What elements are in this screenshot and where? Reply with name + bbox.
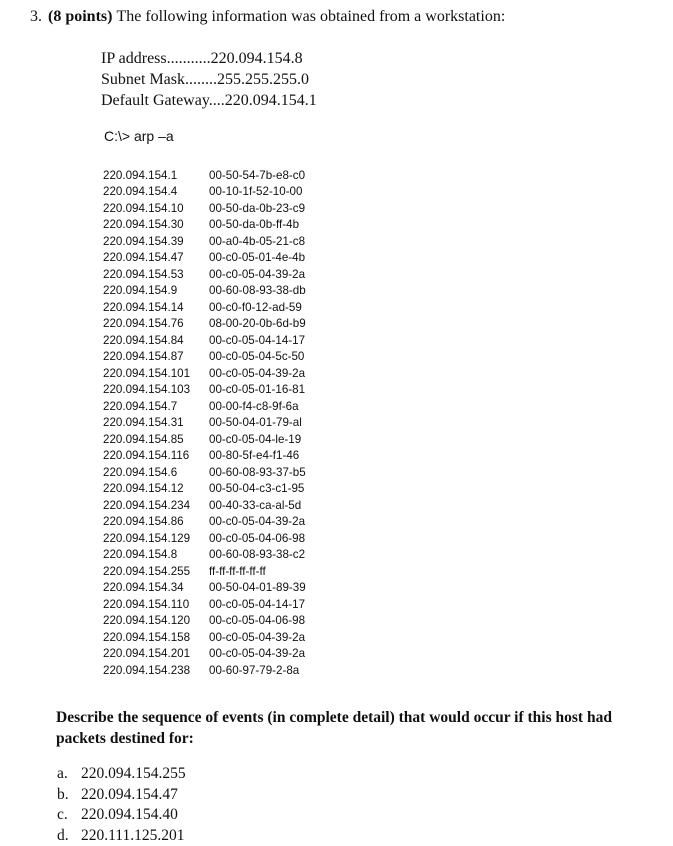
arp-mac-cell: 00-40-33-ca-al-5d — [209, 498, 302, 512]
table-row — [103, 630, 306, 646]
arp-ip-cell: 220.094.154.120 — [103, 614, 191, 628]
arp-mac-cell: 00-c0-05-04-le-19 — [209, 432, 302, 446]
arp-ip-cell: 220.094.154.255 — [103, 564, 191, 578]
table-row — [103, 316, 306, 332]
arp-mac-cell: 00-50-04-01-79-al — [209, 416, 302, 430]
table-row — [103, 663, 306, 679]
arp-mac-cell: 00-c0-05-04-39-2a — [209, 515, 306, 529]
table-row — [103, 267, 306, 283]
arp-mac-cell: 00-c0-05-01-4e-4b — [209, 251, 306, 265]
arp-mac-cell: 00-c0-05-04-39-2a — [209, 366, 306, 380]
question-number: 3. — [30, 8, 42, 25]
arp-ip-cell: 220.094.154.103 — [103, 383, 191, 397]
arp-ip-cell: 220.094.154.234 — [103, 498, 191, 512]
arp-ip-cell: 220.094.154.47 — [103, 251, 184, 265]
arp-mac-cell: 00-50-04-c3-c1-95 — [209, 482, 305, 496]
ip-address-line: IP address...........220.094.154.8 — [101, 50, 303, 67]
table-row — [103, 415, 306, 431]
arp-mac-cell: 00-c0-f0-12-ad-59 — [209, 300, 302, 314]
subnet-mask-line: Subnet Mask........255.255.255.0 — [101, 71, 309, 88]
table-row — [103, 547, 306, 563]
answer-address: 220.094.154.255 — [81, 765, 186, 782]
arp-mac-cell: 00-50-da-0b-23-c9 — [209, 201, 306, 215]
arp-mac-cell: 00-00-f4-c8-9f-6a — [209, 399, 299, 413]
arp-mac-cell: 00-a0-4b-05-21-c8 — [209, 234, 306, 248]
arp-mac-cell: 00-c0-05-04-06-98 — [209, 614, 306, 628]
table-row — [103, 481, 306, 497]
arp-ip-cell: 220.094.154.10 — [103, 201, 184, 215]
arp-ip-cell: 220.094.154.12 — [103, 482, 184, 496]
arp-mac-cell: 00-60-08-93-37-b5 — [209, 465, 306, 479]
table-row — [103, 646, 306, 662]
table-row — [103, 366, 306, 382]
arp-ip-cell: 220.094.154.101 — [103, 366, 191, 380]
arp-ip-cell: 220.094.154.116 — [103, 449, 190, 463]
arp-ip-cell: 220.094.154.14 — [103, 300, 184, 314]
arp-mac-cell: 00-c0-05-01-16-81 — [209, 383, 306, 397]
table-row — [103, 531, 306, 547]
arp-mac-cell: 08-00-20-0b-6d-b9 — [209, 317, 306, 331]
arp-ip-cell: 220.094.154.34 — [103, 581, 184, 595]
arp-ip-cell: 220.094.154.6 — [103, 465, 178, 479]
arp-ip-cell: 220.094.154.39 — [103, 234, 184, 248]
answer-letter: b. — [57, 785, 69, 803]
arp-ip-cell: 220.094.154.87 — [103, 350, 184, 364]
question-header — [30, 8, 505, 26]
table-row — [103, 597, 306, 613]
arp-ip-cell: 220.094.154.86 — [103, 515, 184, 529]
table-row — [103, 564, 306, 580]
arp-ip-cell: 220.094.154.238 — [103, 663, 191, 677]
list-item — [57, 785, 186, 806]
arp-mac-cell: 00-60-08-93-38-db — [209, 284, 306, 298]
arp-ip-cell: 220.094.154.9 — [103, 284, 178, 298]
answer-list — [57, 764, 186, 846]
list-item — [57, 826, 186, 846]
table-row — [103, 333, 306, 349]
arp-mac-cell: 00-60-08-93-38-c2 — [209, 548, 306, 562]
arp-mac-cell: 00-c0-05-04-5c-50 — [209, 350, 305, 364]
arp-mac-cell: 00-c0-05-04-14-17 — [209, 597, 306, 611]
arp-ip-cell: 220.094.154.84 — [103, 333, 184, 347]
answer-letter: d. — [57, 826, 69, 844]
question-points: (8 points) — [48, 8, 113, 25]
arp-ip-cell: 220.094.154.85 — [103, 432, 184, 446]
table-row — [103, 498, 306, 514]
table-row — [103, 432, 306, 448]
arp-ip-cell: 220.094.154.1 — [103, 169, 178, 182]
arp-mac-cell: ff-ff-ff-ff-ff-ff — [209, 564, 266, 578]
arp-mac-cell: 00-50-da-0b-ff-4b — [209, 218, 300, 232]
arp-ip-cell: 220.094.154.53 — [103, 267, 184, 281]
arp-mac-cell: 00-50-04-01-89-39 — [209, 581, 306, 595]
table-row — [103, 250, 306, 266]
answer-address: 220.094.154.47 — [81, 785, 178, 803]
answer-letter: c. — [57, 806, 68, 823]
describe-prompt: Describe the sequence of events (in complete detail) that would occur if this host had packets destined for: — [56, 709, 612, 747]
list-item — [57, 764, 186, 785]
default-gateway-line: Default Gateway....220.094.154.1 — [101, 92, 317, 109]
table-row — [103, 448, 306, 464]
answer-address: 220.094.154.40 — [81, 806, 178, 823]
table-row — [103, 613, 306, 629]
table-row — [103, 184, 306, 200]
table-row — [103, 580, 306, 596]
arp-ip-cell: 220.094.154.158 — [103, 630, 191, 644]
arp-mac-cell: 00-c0-05-04-06-98 — [209, 531, 306, 545]
arp-ip-cell: 220.094.154.7 — [103, 399, 178, 413]
table-row — [103, 283, 306, 299]
arp-mac-cell: 00-10-1f-52-10-00 — [209, 185, 303, 199]
table-row — [103, 399, 306, 415]
arp-ip-cell: 220.094.154.4 — [103, 185, 178, 199]
arp-ip-cell: 220.094.154.76 — [103, 317, 184, 331]
answer-letter: a. — [57, 765, 68, 782]
answer-address: 220.111.125.201 — [81, 826, 185, 844]
arp-ip-cell: 220.094.154.201 — [103, 647, 191, 661]
table-row — [103, 382, 306, 398]
arp-table — [103, 168, 306, 679]
arp-command: C:\> arp –a — [104, 128, 174, 144]
arp-ip-cell: 220.094.154.8 — [103, 548, 178, 562]
table-row — [103, 234, 306, 250]
workstation-info — [101, 48, 317, 111]
arp-ip-cell: 220.094.154.31 — [103, 416, 184, 430]
arp-mac-cell: 00-60-97-79-2-8a — [209, 663, 300, 677]
table-row — [103, 514, 306, 530]
question-text: The following information was obtained from a workstation: — [116, 8, 506, 25]
table-row — [103, 168, 306, 184]
table-row — [103, 465, 306, 481]
arp-mac-cell: 00-c0-05-04-39-2a — [209, 267, 306, 281]
table-row — [103, 217, 306, 233]
arp-ip-cell: 220.094.154.129 — [103, 531, 191, 545]
list-item — [57, 805, 186, 826]
table-row — [103, 201, 306, 217]
arp-ip-cell: 220.094.154.110 — [103, 597, 190, 611]
table-row — [103, 349, 306, 365]
arp-mac-cell: 00-c0-05-04-14-17 — [209, 333, 306, 347]
arp-table-body — [103, 168, 306, 679]
arp-mac-cell: 00-80-5f-e4-f1-46 — [209, 449, 300, 463]
arp-mac-cell: 00-50-54-7b-e8-c0 — [209, 169, 306, 182]
arp-mac-cell: 00-c0-05-04-39-2a — [209, 647, 306, 661]
table-row — [103, 300, 306, 316]
arp-mac-cell: 00-c0-05-04-39-2a — [209, 630, 306, 644]
arp-ip-cell: 220.094.154.30 — [103, 218, 184, 232]
